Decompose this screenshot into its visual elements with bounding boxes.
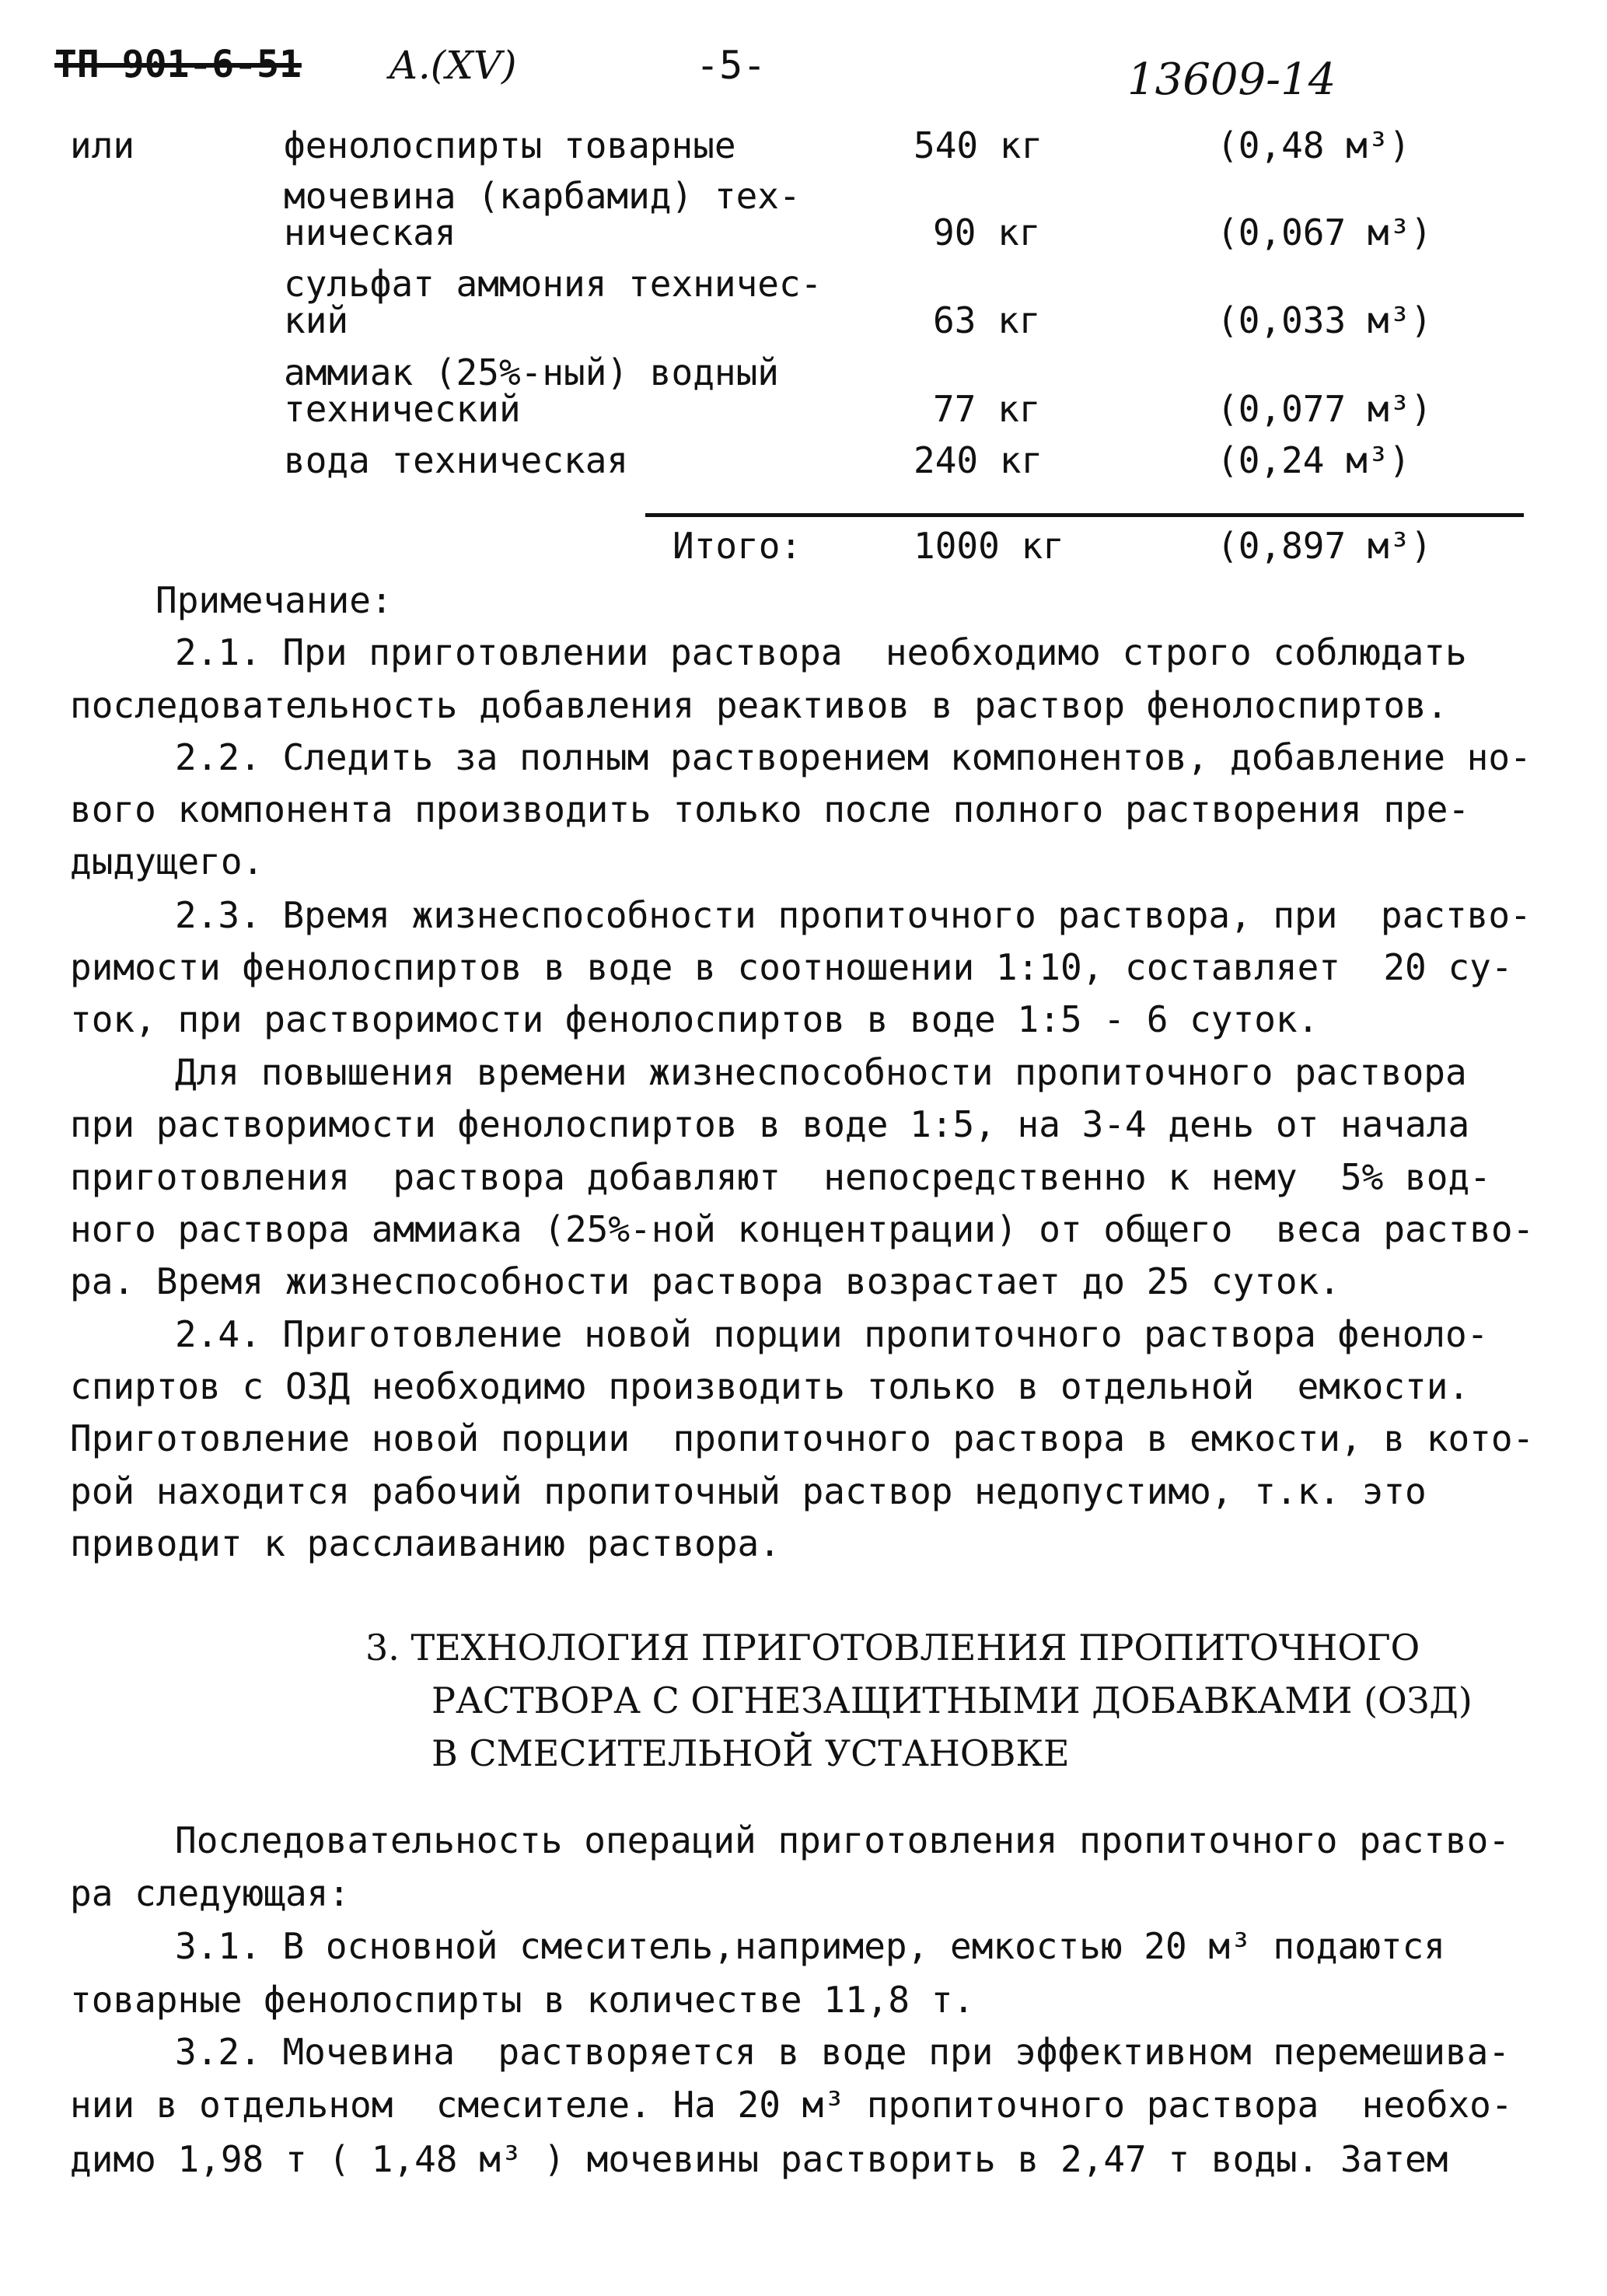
row-mass: 90 кг xyxy=(933,211,1041,253)
paragraph-line: ра. Время жизнеспособности раствора возрастает до 25 суток. xyxy=(70,1260,1340,1302)
row-name-cont: технический xyxy=(284,388,521,430)
album-label: А.(XV) xyxy=(389,43,517,88)
paragraph-line: 2.3. Время жизнеспособности пропиточного раствора, при раство- xyxy=(175,894,1532,936)
row-name: сульфат аммония техничес- xyxy=(284,263,823,305)
page-number: -5- xyxy=(696,43,767,88)
row-volume: (0,077 м³) xyxy=(1217,388,1432,430)
row-name-cont: кий xyxy=(284,299,349,341)
total-mass: 1000 кг xyxy=(914,525,1064,567)
paragraph-line: 3.2. Мочевина растворяется в воде при эффективном перемешива- xyxy=(175,2031,1511,2073)
paragraph-line: вого компонента производить только после полного растворения пре- xyxy=(70,788,1470,830)
row-mass: 77 кг xyxy=(933,388,1041,430)
paragraph-line: при растворимости фенолоспиртов в воде 1:5, на 3-4 день от начала xyxy=(70,1103,1470,1145)
total-divider xyxy=(645,513,1524,517)
paragraph-line: Последовательность операций приготовления пропиточного раство- xyxy=(175,1819,1511,1861)
paragraph-line: дыдущего. xyxy=(70,840,264,882)
paragraph-line: 2.4. Приготовление новой порции пропиточного раствора феноло- xyxy=(175,1313,1489,1355)
paragraph-line: ного раствора аммиака (25%-ной концентрации) от общего веса раство- xyxy=(70,1208,1535,1250)
archive-number: 13609-14 xyxy=(1127,54,1336,105)
row-mass: 540 кг xyxy=(914,124,1043,166)
paragraph-line: 2.2. Следить за полным растворением компонентов, добавление но- xyxy=(175,736,1532,778)
paragraph-line: рой находится рабочий пропиточный раствор недопустимо, т.к. это xyxy=(70,1470,1427,1512)
paragraph-line: последовательность добавления реактивов в раствор фенолоспиртов. xyxy=(70,684,1448,726)
paragraph-line: Приготовление новой порции пропиточного раствора в емкости, в кото- xyxy=(70,1417,1535,1459)
section-heading: В СМЕСИТЕЛЬНОЙ УСТАНОВКЕ xyxy=(431,1732,1070,1774)
row-name: фенолоспирты товарные xyxy=(284,124,736,166)
paragraph-line: товарные фенолоспирты в количестве 11,8 т. xyxy=(70,1979,975,2021)
paragraph-line: 3.1. В основной смеситель,например, емкостью 20 м³ подаются xyxy=(175,1925,1445,1967)
section-heading: РАСТВОРА С ОГНЕЗАЩИТНЫМИ ДОБАВКАМИ (ОЗД) xyxy=(431,1679,1473,1721)
paragraph-line: приготовления раствора добавляют непосредственно к нему 5% вод- xyxy=(70,1156,1491,1198)
paragraph-line: ток, при растворимости фенолоспиртов в воде 1:5 - 6 суток. xyxy=(70,998,1319,1040)
row-name: аммиак (25%-ный) водный xyxy=(284,351,779,393)
row-name-cont: ническая xyxy=(284,211,456,253)
paragraph-line: ра следующая: xyxy=(70,1872,351,1914)
total-label: Итого: xyxy=(672,525,802,567)
row-name: мочевина (карбамид) тех- xyxy=(284,175,801,217)
row-name: вода техническая xyxy=(284,439,629,481)
row-mass: 240 кг xyxy=(914,439,1043,481)
paragraph-line: 2.1. При приготовлении раствора необходимо строго соблюдать xyxy=(175,631,1467,673)
paragraph-line: Для повышения времени жизнеспособности пропиточного раствора xyxy=(175,1051,1467,1093)
lead-word: или xyxy=(70,124,135,166)
paragraph-line: приводит к расслаиванию раствора. xyxy=(70,1522,781,1564)
row-volume: (0,24 м³) xyxy=(1217,439,1411,481)
row-volume: (0,48 м³) xyxy=(1217,124,1411,166)
paragraph-line: римости фенолоспиртов в воде в соотношении 1:10, составляет 20 су- xyxy=(70,946,1513,988)
document-code: ТП 901-6-51 xyxy=(54,43,302,86)
paragraph-line: спиртов с ОЗД необходимо производить только в отдельной емкости. xyxy=(70,1365,1470,1407)
total-volume: (0,897 м³) xyxy=(1217,525,1432,567)
row-mass: 63 кг xyxy=(933,299,1041,341)
paragraph-line: нии в отдельном смесителе. На 20 м³ пропиточного раствора необхо- xyxy=(70,2084,1513,2126)
section-heading: 3. ТЕХНОЛОГИЯ ПРИГОТОВЛЕНИЯ ПРОПИТОЧНОГО xyxy=(365,1627,1420,1669)
row-volume: (0,033 м³) xyxy=(1217,299,1432,341)
paragraph-line: димо 1,98 т ( 1,48 м³ ) мочевины растворить в 2,47 т воды. Затем xyxy=(70,2138,1448,2180)
note-title: Примечание: xyxy=(155,579,393,621)
row-volume: (0,067 м³) xyxy=(1217,211,1432,253)
